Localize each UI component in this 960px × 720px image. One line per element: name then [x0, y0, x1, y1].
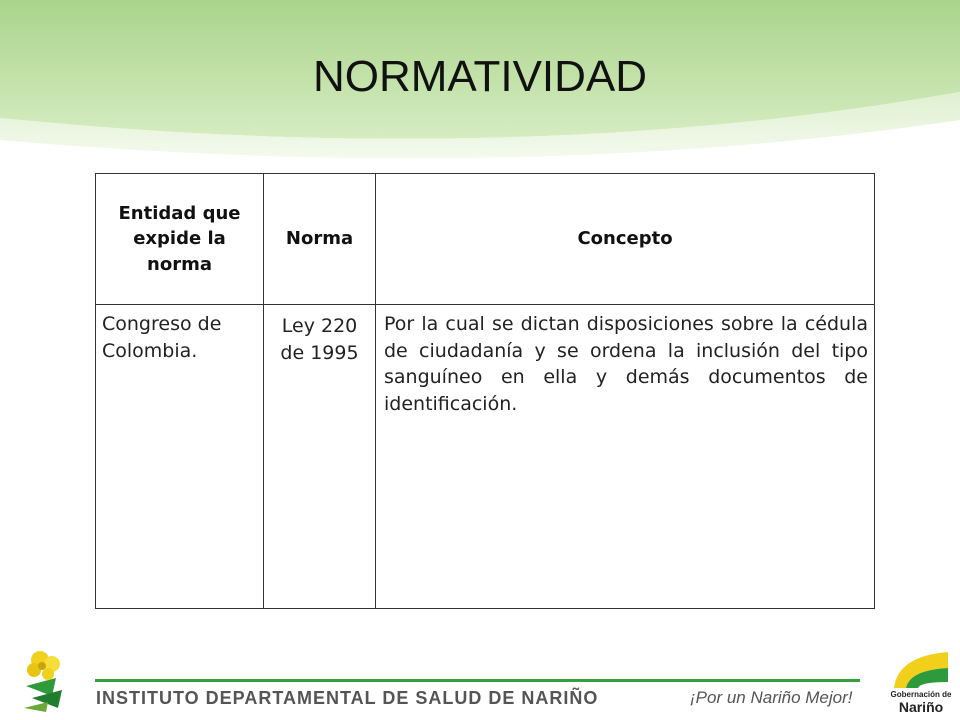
gobernacion-name: Nariño	[898, 699, 944, 715]
flower-logo-icon	[12, 642, 84, 714]
normatividad-table	[95, 173, 875, 609]
header-entidad: Entidad que expide la norma	[96, 174, 264, 305]
table-header-row	[96, 174, 875, 305]
footer-slogan: ¡Por un Nariño Mejor!	[690, 688, 853, 707]
gobernacion-label: Gobernación de	[890, 690, 952, 699]
footer-divider	[95, 679, 860, 682]
cell-entidad: Congreso de Colombia.	[96, 305, 264, 609]
cell-norma: Ley 220 de 1995	[264, 305, 376, 609]
header-norma: Norma	[264, 174, 376, 305]
header-concepto: Concepto	[376, 174, 875, 305]
table-row	[96, 305, 875, 609]
institute-name: INSTITUTO DEPARTAMENTAL DE SALUD DE NARIÑO	[96, 688, 599, 708]
slide-title: NORMATIVIDAD	[312, 52, 648, 101]
gobernacion-logo-icon	[888, 648, 954, 692]
cell-concepto: Por la cual se dictan disposiciones sobre la cédula de ciudadanía y se ordena la inclusión del tipo sanguíneo en ella y demás documentos de identificación.	[376, 305, 875, 609]
